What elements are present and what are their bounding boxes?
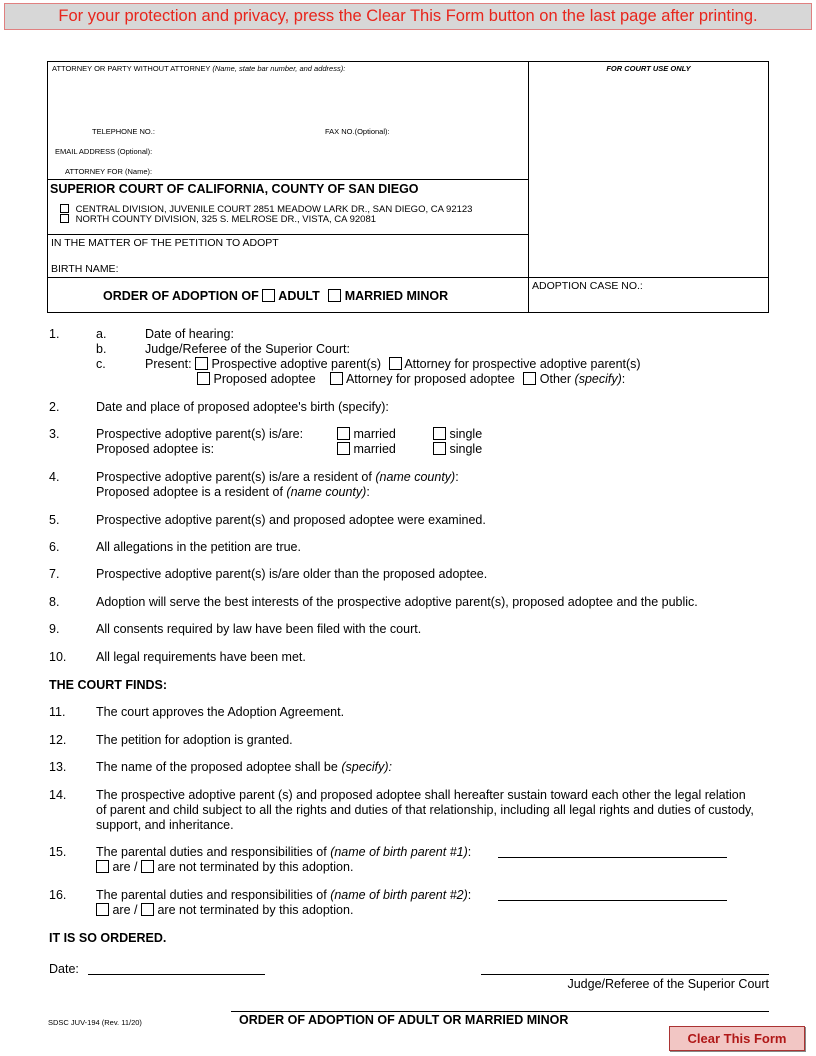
- parent-1-are-checkbox[interactable]: [96, 860, 109, 873]
- item-number: 3.: [49, 427, 60, 441]
- privacy-banner: For your protection and privacy, press the Clear This Form button on the last page after printing.: [4, 3, 812, 30]
- pap-married-option: married: [337, 427, 396, 441]
- item-text: All legal requirements have been met.: [96, 650, 306, 664]
- matter-label: IN THE MATTER OF THE PETITION TO ADOPT: [51, 237, 279, 249]
- present-row: Present: Prospective adoptive parent(s) Attorney for prospective adoptive parent(s): [145, 357, 641, 371]
- item-letter: a.: [96, 327, 107, 341]
- adoptee-status-label: Proposed adoptee is:: [96, 442, 215, 456]
- signature-line[interactable]: [481, 974, 769, 975]
- birth-parent-1-field[interactable]: [498, 857, 727, 858]
- pap-residence-label: Prospective adoptive parent(s) is/are a resident of (name county):: [96, 470, 459, 484]
- date-field[interactable]: [88, 974, 265, 975]
- parent-2-termination-row: are / are not terminated by this adoption.: [96, 903, 353, 917]
- attorney-pap-checkbox[interactable]: [389, 357, 402, 370]
- item-number: 16.: [49, 888, 67, 902]
- item-text: The petition for adoption is granted.: [96, 733, 293, 747]
- item-text: The court approves the Adoption Agreement.: [96, 705, 345, 719]
- birth-parent-1-label: The parental duties and responsibilities of (name of birth parent #1):: [96, 845, 472, 859]
- item-number: 12.: [49, 733, 67, 747]
- item-number: 11.: [49, 705, 66, 719]
- date-label: Date:: [49, 962, 79, 976]
- parent-2-are-checkbox[interactable]: [96, 903, 109, 916]
- central-division-option[interactable]: CENTRAL DIVISION, JUVENILE COURT 2851 MEADOW LARK DR., SAN DIEGO, CA 92123: [60, 204, 472, 215]
- proposed-adoptee-checkbox[interactable]: [197, 372, 210, 385]
- item-number: 6.: [49, 540, 60, 554]
- footer-title: ORDER OF ADOPTION OF ADULT OR MARRIED MINOR: [239, 1013, 569, 1027]
- so-ordered-heading: IT IS SO ORDERED.: [49, 931, 167, 945]
- item-number: 7.: [49, 567, 60, 581]
- item-text: support, and inheritance.: [96, 818, 234, 832]
- birth-parent-2-field[interactable]: [498, 900, 727, 901]
- birth-parent-2-label: The parental duties and responsibilities of (name of birth parent #2):: [96, 888, 472, 902]
- item-text: All consents required by law have been filed with the court.: [96, 622, 422, 636]
- item-text: The prospective adoptive parent (s) and proposed adoptee shall hereafter sustain toward each other the legal relation: [96, 788, 746, 802]
- pap-single-option: single: [433, 427, 482, 441]
- form-id: SDSC JUV-194 (Rev. 11/20): [48, 1018, 142, 1027]
- birth-name-label: BIRTH NAME:: [51, 263, 119, 275]
- item-number: 5.: [49, 513, 60, 527]
- pap-checkbox[interactable]: [195, 357, 208, 370]
- birth-place-label: Date and place of proposed adoptee's birth (specify):: [96, 400, 389, 414]
- case-number-label: ADOPTION CASE NO.:: [532, 280, 643, 292]
- telephone-label: TELEPHONE NO.:: [92, 127, 155, 136]
- adoptee-residence-label: Proposed adoptee is a resident of (name county):: [96, 485, 370, 499]
- north-division-option[interactable]: NORTH COUNTY DIVISION, 325 S. MELROSE DR., VISTA, CA 92081: [60, 214, 376, 225]
- married-minor-checkbox[interactable]: [328, 289, 341, 302]
- attorney-pa-checkbox[interactable]: [330, 372, 343, 385]
- attorney-for-label: ATTORNEY FOR (Name):: [65, 167, 153, 176]
- court-use-label: FOR COURT USE ONLY: [606, 64, 691, 73]
- item-number: 8.: [49, 595, 60, 609]
- caption-divider: [528, 61, 529, 313]
- item-letter: c.: [96, 357, 106, 371]
- adoptee-single-option: single: [433, 442, 482, 456]
- adoptee-single-checkbox[interactable]: [433, 442, 446, 455]
- hearing-date-label: Date of hearing:: [145, 327, 234, 341]
- parent-1-termination-row: are / are not terminated by this adoption.: [96, 860, 353, 874]
- order-title: ORDER OF ADOPTION OF ADULT MARRIED MINOR: [103, 289, 449, 303]
- central-division-checkbox[interactable]: [60, 204, 69, 213]
- item-number: 4.: [49, 470, 60, 484]
- item-number: 9.: [49, 622, 60, 636]
- item-text: Adoption will serve the best interests of the prospective adoptive parent(s), proposed adoptee and the public.: [96, 595, 698, 609]
- north-division-checkbox[interactable]: [60, 214, 69, 223]
- parent-2-are-not-checkbox[interactable]: [141, 903, 154, 916]
- footer-rule: [231, 1011, 769, 1012]
- item-text: Prospective adoptive parent(s) and proposed adoptee were examined.: [96, 513, 486, 527]
- adoptee-married-option: married: [337, 442, 396, 456]
- item-number: 10.: [49, 650, 67, 664]
- adoptee-name-label: The name of the proposed adoptee shall be (specify):: [96, 760, 393, 774]
- item-number: 14.: [49, 788, 67, 802]
- item-number: 13.: [49, 760, 67, 774]
- parent-1-are-not-checkbox[interactable]: [141, 860, 154, 873]
- pap-married-checkbox[interactable]: [337, 427, 350, 440]
- other-checkbox[interactable]: [523, 372, 536, 385]
- fax-label: FAX NO.(Optional):: [325, 127, 390, 136]
- judge-label: Judge/Referee of the Superior Court:: [145, 342, 350, 356]
- adoptee-married-checkbox[interactable]: [337, 442, 350, 455]
- court-name: SUPERIOR COURT OF CALIFORNIA, COUNTY OF SAN DIEGO: [50, 182, 419, 196]
- adult-checkbox[interactable]: [262, 289, 275, 302]
- court-finds-heading: THE COURT FINDS:: [49, 678, 168, 692]
- item-text: of parent and child subject to all the rights and duties of that relationship, including all legal rights and duties of custody,: [96, 803, 754, 817]
- email-label: EMAIL ADDRESS (Optional):: [55, 147, 153, 156]
- caption-rule: [47, 234, 528, 235]
- item-number: 2.: [49, 400, 60, 414]
- item-text: All allegations in the petition are true.: [96, 540, 301, 554]
- caption-rule: [47, 179, 528, 180]
- item-text: Prospective adoptive parent(s) is/are older than the proposed adoptee.: [96, 567, 488, 581]
- item-number: 1.: [49, 327, 60, 341]
- clear-form-button[interactable]: Clear This Form: [669, 1026, 805, 1051]
- signature-label: Judge/Referee of the Superior Court: [567, 977, 769, 991]
- present-row-2: Proposed adoptee Attorney for proposed adoptee Other (specify):: [197, 372, 625, 386]
- caption-rule: [47, 277, 769, 278]
- pap-status-label: Prospective adoptive parent(s) is/are:: [96, 427, 304, 441]
- item-letter: b.: [96, 342, 107, 356]
- pap-single-checkbox[interactable]: [433, 427, 446, 440]
- attorney-label: ATTORNEY OR PARTY WITHOUT ATTORNEY (Name, state bar number, and address):: [52, 64, 346, 73]
- item-number: 15.: [49, 845, 67, 859]
